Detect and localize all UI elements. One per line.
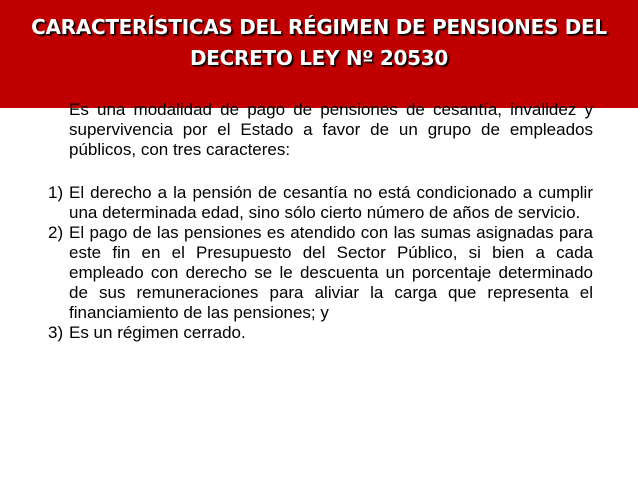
list-item-text: Es un régimen cerrado. xyxy=(69,323,246,342)
slide-body xyxy=(48,100,593,343)
slide-title-line-2: DECRETO LEY Nº 20530 xyxy=(189,46,449,70)
slide-title xyxy=(0,12,638,74)
characteristics-list xyxy=(48,183,593,343)
list-item-number: 2) xyxy=(48,223,64,242)
slide-title-line-1: CARACTERÍSTICAS DEL RÉGIMEN DE PENSIONES DEL xyxy=(31,15,607,39)
list-item-number: 1) xyxy=(48,183,64,202)
list-item-text: El derecho a la pensión de cesantía no está condicionado a cumplir una determinada edad, sino sólo cierto número de años de servicio. xyxy=(69,183,593,222)
list-item xyxy=(48,223,593,323)
intro-paragraph: Es una modalidad de pago de pensiones de cesantía, invalidez y supervivencia por el Estado a favor de un grupo de empleados públicos, con tres caracteres: xyxy=(69,100,593,159)
list-item xyxy=(48,183,593,223)
list-item-number: 3) xyxy=(48,323,64,342)
list-item xyxy=(48,323,593,343)
list-item-text: El pago de las pensiones es atendido con las sumas asignadas para este fin en el Presupuesto del Sector Público, si bien a cada empleado con derecho se le descuenta un porcentaje determinado de sus remuneraciones para aliviar la carga que representa el financiamiento de las pensiones; y xyxy=(69,223,593,322)
